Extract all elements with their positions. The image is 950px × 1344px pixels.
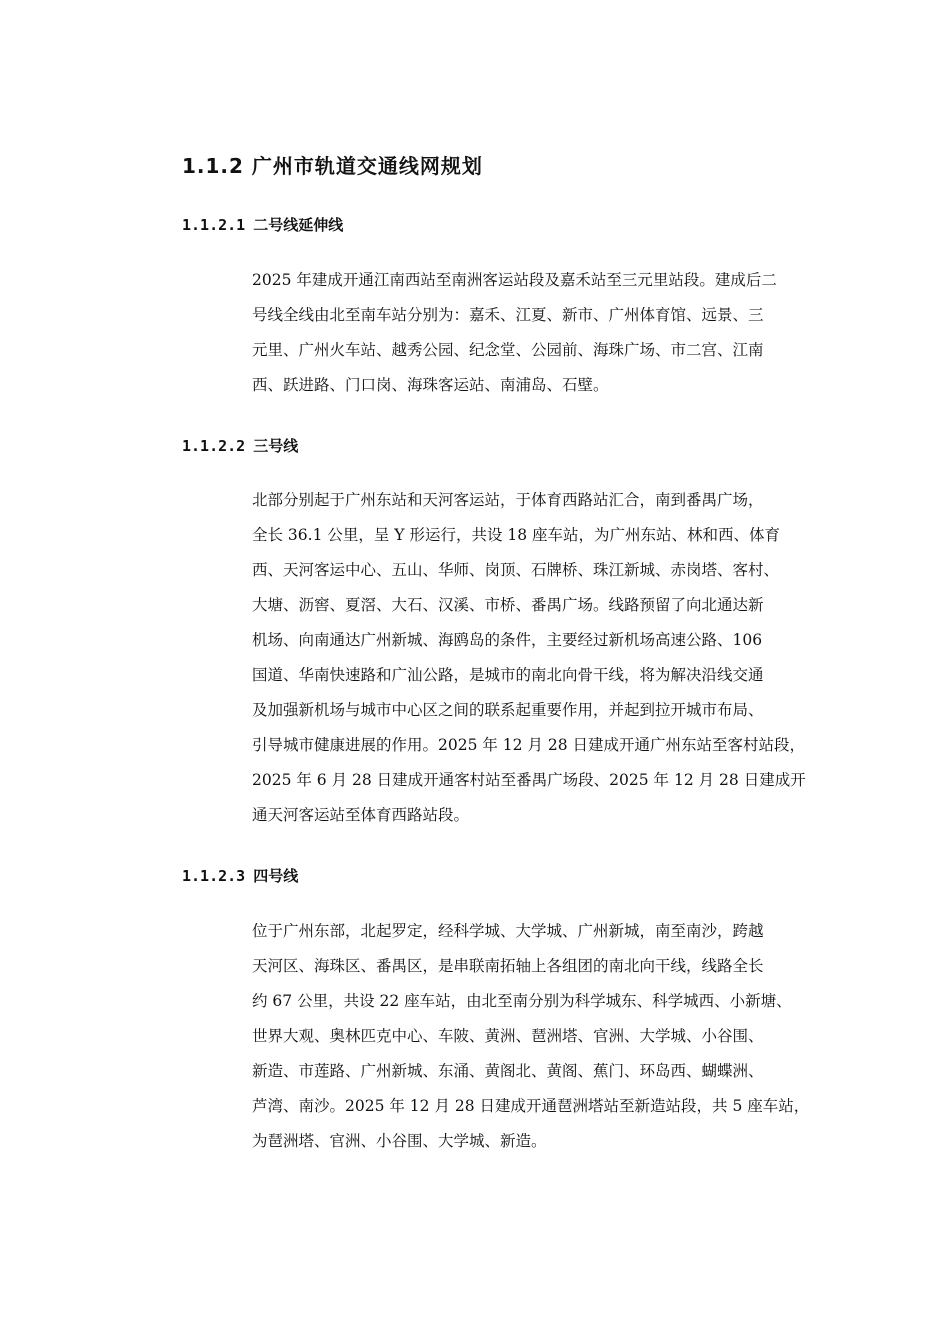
text-line: 全长 36.1 公里，呈 Y 形运行，共设 18 座车站，为广州东站、林和西、体育 — [252, 526, 781, 544]
text-line: 约 67 公里，共设 22 座车站，由北至南分别为科学城东、科学城西、小新塘、 — [252, 992, 792, 1010]
subsection-number: 1.1.2.2 — [182, 437, 246, 455]
subsection-heading-line3 — [182, 435, 298, 456]
paragraph-line3 — [252, 483, 852, 833]
text-line: 大塘、沥窖、夏滘、大石、汉溪、市桥、番禺广场。线路预留了向北通达新 — [252, 596, 764, 614]
section-title: 广州市轨道交通线网规划 — [251, 154, 483, 178]
text-line: 号线全线由北至南车站分别为：嘉禾、江夏、新市、广州体育馆、远景、三 — [252, 306, 764, 324]
section-number: 1.1.2 — [182, 154, 244, 178]
subsection-title: 三号线 — [253, 437, 299, 455]
text-line: 世界大观、奥林匹克中心、车陂、黄洲、琶洲塔、官洲、大学城、小谷围、 — [252, 1027, 764, 1045]
paragraph-line2 — [252, 263, 852, 403]
subsection-heading-line4 — [182, 865, 298, 886]
text-line: 西、跃进路、门口岗、海珠客运站、南浦岛、石壁。 — [252, 376, 609, 394]
text-line: 为琶洲塔、官洲、小谷围、大学城、新造。 — [252, 1132, 547, 1150]
text-line: 2025 年 6 月 28 日建成开通客村站至番禺广场段、2025 年 12 月 28 日建成开 — [252, 771, 806, 789]
text-line: 及加强新机场与城市中心区之间的联系起重要作用，并起到拉开城市布局、 — [252, 701, 764, 719]
subsection-number: 1.1.2.1 — [182, 216, 246, 234]
subsection-heading-line2 — [182, 214, 343, 235]
text-line: 芦湾、南沙。2025 年 12 月 28 日建成开通琶洲塔站至新造站段，共 5 座车站， — [252, 1097, 810, 1115]
section-heading — [182, 150, 483, 179]
text-line: 国道、华南快速路和广汕公路，是城市的南北向骨干线，将为解决沿线交通 — [252, 666, 764, 684]
text-line: 机场、向南通达广州新城、海鸥岛的条件，主要经过新机场高速公路、106 — [252, 631, 763, 649]
text-line: 位于广州东部，北起罗定，经科学城、大学城、广州新城，南至南沙，跨越 — [252, 922, 764, 940]
text-line: 通天河客运站至体育西路站段。 — [252, 806, 470, 824]
text-line: 引导城市健康进展的作用。2025 年 12 月 28 日建成开通广州东站至客村站段， — [252, 736, 806, 754]
text-line: 西、天河客运中心、五山、华师、岗顶、石牌桥、珠江新城、赤岗塔、客村、 — [252, 561, 780, 579]
subsection-title: 四号线 — [253, 867, 299, 885]
text-line: 2025 年建成开通江南西站至南洲客运站段及嘉禾站至三元里站段。建成后二 — [252, 271, 777, 289]
text-line: 元里、广州火车站、越秀公园、纪念堂、公园前、海珠广场、市二宫、江南 — [252, 341, 764, 359]
text-line: 新造、市莲路、广州新城、东涌、黄阁北、黄阁、蕉门、环岛西、蝴蝶洲、 — [252, 1062, 764, 1080]
text-line: 北部分别起于广州东站和天河客运站，于体育西路站汇合，南到番禺广场， — [252, 491, 764, 509]
paragraph-line4 — [252, 914, 852, 1159]
subsection-title: 二号线延伸线 — [253, 216, 344, 234]
text-line: 天河区、海珠区、番禺区，是串联南拓轴上各组团的南北向干线，线路全长 — [252, 957, 764, 975]
subsection-number: 1.1.2.3 — [182, 867, 246, 885]
